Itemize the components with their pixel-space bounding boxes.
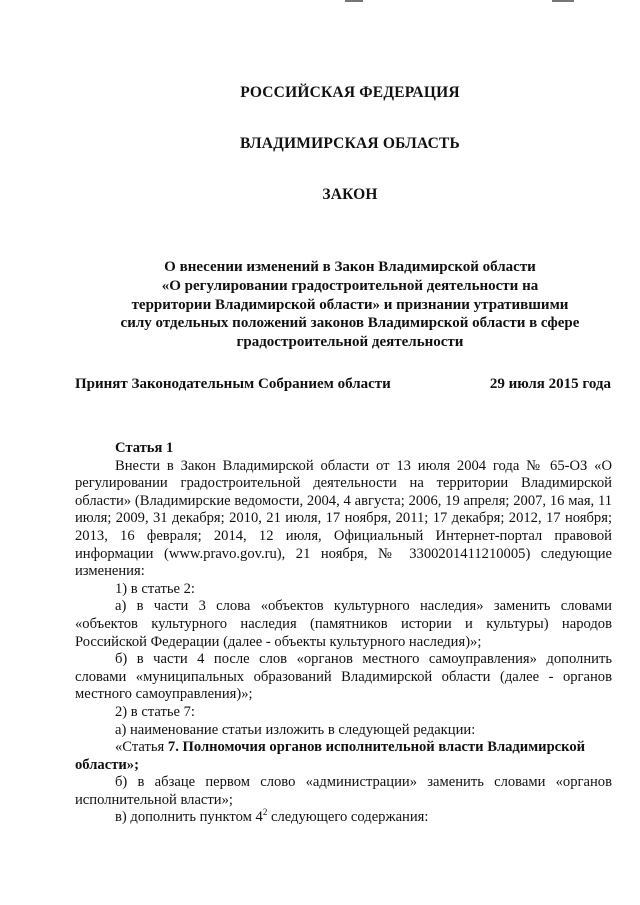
doc-type-heading: ЗАКОН	[322, 186, 378, 203]
list-item: б) в части 4 после слов «органов местного самоуправления» дополнить словами «муниципальных образований Владимирской области (далее - органов местного самоуправления)»;	[75, 651, 612, 703]
article-body	[75, 440, 612, 827]
quoted-article-title	[75, 739, 612, 757]
country-heading: РОССИЙСКАЯ ФЕДЕРАЦИЯ	[240, 84, 460, 101]
list-item: 2) в статье 7:	[115, 703, 195, 720]
list-item: б) в абзаце первом слово «администрации» заменить словами «органов исполнительной власти»;	[75, 774, 612, 808]
scan-artifact	[345, 0, 363, 2]
item-text: в) дополнить пунктом 4	[115, 809, 263, 826]
item-text: следующего содержания:	[267, 809, 429, 826]
article-intro: Внести в Закон Владимирской области от 13 июля 2004 года № 65-ОЗ «О регулировании градостроительной деятельности на территории Владимирской области» (Владимирские ведомости, 2004, 4 августа; 2006, 19 апреля; 2007, 16 мая, 11 июля; 2009, 31 декабря; 2010, 21 июля, 17 ноября, 2011; 17 декабря; 2012, 17 ноября; 2013, 16 февраля; 2014, 12 июля, Официальный Интернет-портал правовой информации (www.pravo.gov.ru), 21 ноября, № 3300201411210005) следующие изменения:	[75, 457, 612, 580]
list-item: 1) в статье 2:	[115, 580, 195, 597]
list-item: а) в части 3 слова «объектов культурного наследия» заменить словами «объектов культурного наследия (памятников истории и культуры) народов Российской Федерации (далее - объекты культурного наследия)»;	[75, 598, 612, 650]
law-title-line: силу отдельных положений законов Владимирской области в сфере	[120, 315, 580, 332]
quote-bold: 7. Полномочия органов исполнительной власти Владимирской	[167, 739, 586, 756]
superscript: 2	[262, 807, 268, 818]
region-heading: ВЛАДИМИРСКАЯ ОБЛАСТЬ	[240, 135, 460, 152]
law-title-line: градостроительной деятельности	[236, 334, 464, 351]
list-item	[75, 809, 612, 827]
adoption-date: 29 июля 2015 года	[489, 376, 611, 392]
law-title	[90, 258, 610, 352]
list-item: а) наименование статьи изложить в следующей редакции:	[115, 721, 476, 738]
law-title-line: территории Владимирской области» и признании утратившими	[131, 296, 569, 313]
quoted-article-title-cont	[75, 757, 612, 775]
scan-artifact	[552, 0, 574, 2]
law-title-line: «О регулировании градостроительной деятельности на	[161, 277, 539, 294]
law-title-line: О внесении изменений в Закон Владимирской области	[164, 259, 536, 275]
article-heading: Статья 1	[115, 440, 174, 456]
quote-cont-bold: области»;	[75, 756, 139, 773]
adopted-by: Принят Законодательным Собранием области	[75, 376, 391, 392]
quote-open: «Статья	[115, 739, 168, 756]
adoption-line	[75, 376, 611, 393]
